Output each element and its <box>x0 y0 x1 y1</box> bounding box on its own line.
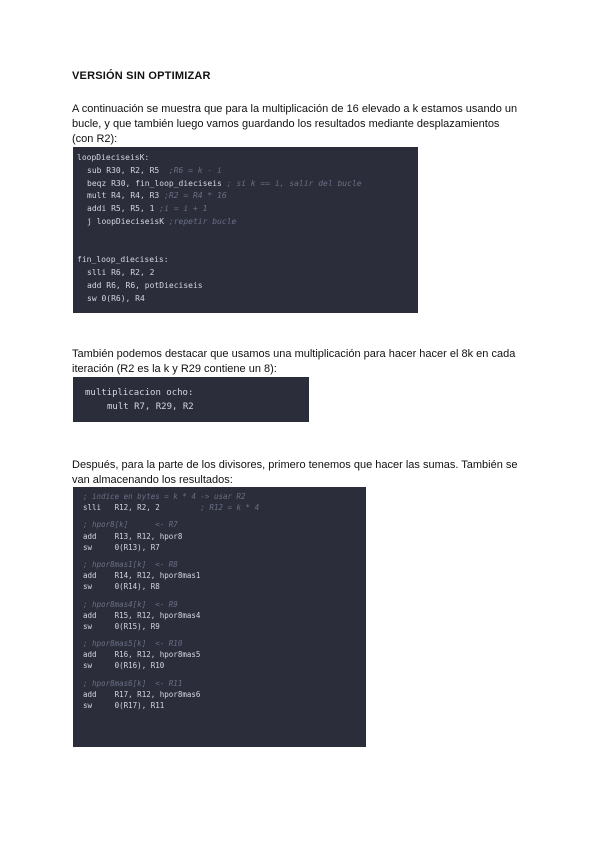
code-line: j loopDieciseisK ;repetir bucle <box>87 216 237 226</box>
code-line: beqz R30, fin_loop_dieciseis ; si k == i, salir del bucle <box>87 178 362 188</box>
code-block-divisors <box>73 487 366 747</box>
paragraph-multiplication <box>72 347 527 377</box>
code-line: slli R12, R2, 2 ; R12 = k * 4 <box>83 503 260 513</box>
code-line: slli R6, R2, 2 <box>87 268 155 278</box>
code-comment: ; si k == i, salir del bucle <box>226 178 362 188</box>
code-line: sw 0(R15), R9 <box>83 621 160 631</box>
code-line: add R14, R12, hpor8mas1 <box>83 571 201 581</box>
code-line: mult R4, R4, R3 ;R2 = R4 * 16 <box>87 191 227 201</box>
paragraph-line: van almacenando los resultados: <box>72 474 233 486</box>
code-comment: ; hpor8mas4[k] <- R9 <box>83 599 178 609</box>
paragraph-line: A continuación se muestra que para la multiplicación de 16 elevado a k estamos usando un <box>72 103 518 115</box>
code-label: fin_loop_dieciseis: <box>77 255 169 265</box>
code-line: sw 0(R14), R8 <box>83 582 160 592</box>
code-comment: ; hpor8mas6[k] <- R11 <box>83 678 183 688</box>
code-comment: ;R6 = k - i <box>168 165 222 175</box>
code-line: add R16, R12, hpor8mas5 <box>83 650 201 660</box>
code-comment: ; hpor8mas1[k] <- R8 <box>83 559 178 569</box>
code-comment: ; indice en bytes = k * 4 -> usar R2 <box>83 492 246 501</box>
code-line: sw 0(R6), R4 <box>87 293 145 303</box>
code-line: add R15, R12, hpor8mas4 <box>83 610 201 620</box>
code-comment: ; R12 = k * 4 <box>200 503 260 513</box>
section-heading: VERSIÓN SIN OPTIMIZAR <box>72 70 211 82</box>
code-comment: ; hpor8mas5[k] <- R10 <box>83 639 183 649</box>
code-line: add R17, R12, hpor8mas6 <box>83 689 201 699</box>
code-line: sub R30, R2, R5 ;R6 = k - i <box>87 165 222 175</box>
paragraph-line: (con R2): <box>72 133 118 145</box>
code-comment: ;R2 = R4 * 16 <box>164 191 227 201</box>
code-line: sw 0(R17), R11 <box>83 701 165 710</box>
code-line: sw 0(R13), R7 <box>83 542 160 552</box>
code-label: loopDieciseisK: <box>77 153 150 162</box>
code-line: sw 0(R16), R10 <box>83 661 165 671</box>
paragraph-line: Después, para la parte de los divisores, primero tenemos que hacer las sumas. También se <box>72 459 518 471</box>
paragraph-line: iteración (R2 es la k y R29 contiene un 8): <box>72 363 277 375</box>
paragraph-intro <box>72 102 527 147</box>
paragraph-line: bucle, y que también luego vamos guardando los resultados mediante desplazamientos <box>72 118 500 130</box>
code-label: multiplicacion ocho: <box>85 388 194 398</box>
paragraph-divisors <box>72 458 527 488</box>
code-line: add R13, R12, hpor8 <box>83 531 183 541</box>
code-comment: ; hpor8[k] <- R7 <box>83 520 178 530</box>
code-comment: ;repetir bucle <box>168 216 237 226</box>
paragraph-line: También podemos destacar que usamos una multiplicación para hacer hacer el 8k en cada <box>72 348 516 360</box>
code-block-loop <box>73 147 418 313</box>
code-comment: ;i = i + 1 <box>159 204 208 214</box>
code-line: addi R5, R5, 1 ;i = i + 1 <box>87 204 208 214</box>
code-line: mult R7, R29, R2 <box>107 402 194 412</box>
code-block-mult <box>73 377 309 422</box>
code-line: add R6, R6, potDieciseis <box>87 280 203 290</box>
